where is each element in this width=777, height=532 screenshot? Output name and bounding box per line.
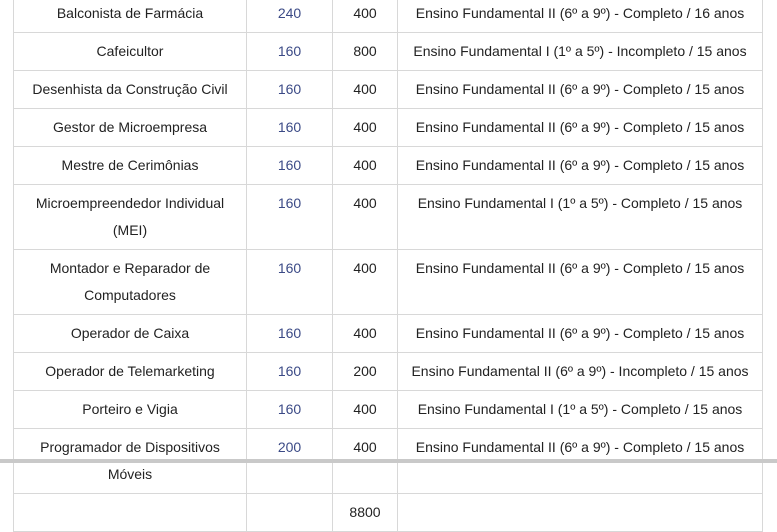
course-hours: 160 (247, 353, 333, 391)
course-requirements: Ensino Fundamental II (6º a 9º) - Incompleto / 15 anos (398, 353, 763, 391)
course-requirements: Ensino Fundamental I (1º a 5º) - Completo / 15 anos (398, 391, 763, 429)
table-row (14, 315, 763, 353)
course-name: Gestor de Microempresa (14, 109, 247, 147)
course-min-value: 400 (333, 185, 398, 250)
course-name: Programador de Dispositivos Móveis (14, 429, 247, 494)
course-requirements: Ensino Fundamental II (6º a 9º) - Completo / 15 anos (398, 109, 763, 147)
course-name: Operador de Caixa (14, 315, 247, 353)
course-hours: 160 (247, 147, 333, 185)
course-requirements: Ensino Fundamental II (6º a 9º) - Completo / 15 anos (398, 315, 763, 353)
course-min-value: 200 (333, 353, 398, 391)
total-empty-cell (398, 494, 763, 532)
course-name: Operador de Telemarketing (14, 353, 247, 391)
course-hours: 200 (247, 429, 333, 494)
course-name: Balconista de Farmácia (14, 0, 247, 33)
course-hours: 160 (247, 185, 333, 250)
course-min-value: 400 (333, 147, 398, 185)
course-hours: 160 (247, 109, 333, 147)
course-name: Cafeicultor (14, 33, 247, 71)
course-requirements: Ensino Fundamental II (6º a 9º) - Completo / 15 anos (398, 71, 763, 109)
table-row (14, 391, 763, 429)
course-min-value: 400 (333, 0, 398, 33)
courses-table (13, 0, 763, 532)
course-name: Montador e Reparador de Computadores (14, 250, 247, 315)
total-row (14, 494, 763, 532)
window-bottom-edge (0, 459, 777, 463)
table-row (14, 250, 763, 315)
course-name: Desenhista da Construção Civil (14, 71, 247, 109)
table-row (14, 33, 763, 71)
table-row (14, 147, 763, 185)
course-min-value: 400 (333, 429, 398, 494)
course-min-value: 400 (333, 391, 398, 429)
course-hours: 160 (247, 391, 333, 429)
course-hours: 160 (247, 71, 333, 109)
course-requirements: Ensino Fundamental I (1º a 5º) - Incompleto / 15 anos (398, 33, 763, 71)
course-requirements: Ensino Fundamental II (6º a 9º) - Completo / 15 anos (398, 147, 763, 185)
table-row (14, 0, 763, 33)
total-empty-cell (14, 494, 247, 532)
course-hours: 240 (247, 0, 333, 33)
table-row (14, 109, 763, 147)
course-requirements: Ensino Fundamental II (6º a 9º) - Completo / 15 anos (398, 250, 763, 315)
course-hours: 160 (247, 33, 333, 71)
course-name: Microempreendedor Individual (MEI) (14, 185, 247, 250)
course-min-value: 800 (333, 33, 398, 71)
course-min-value: 400 (333, 71, 398, 109)
course-requirements: Ensino Fundamental II (6º a 9º) - Completo / 15 anos (398, 429, 763, 494)
table-row (14, 353, 763, 391)
course-requirements: Ensino Fundamental II (6º a 9º) - Completo / 16 anos (398, 0, 763, 33)
table-row (14, 71, 763, 109)
course-hours: 160 (247, 250, 333, 315)
course-name: Mestre de Cerimônias (14, 147, 247, 185)
course-hours: 160 (247, 315, 333, 353)
course-name: Porteiro e Vigia (14, 391, 247, 429)
total-empty-cell (247, 494, 333, 532)
course-min-value: 400 (333, 250, 398, 315)
course-min-value: 400 (333, 315, 398, 353)
table-row (14, 185, 763, 250)
total-min-value: 8800 (333, 494, 398, 532)
course-requirements: Ensino Fundamental I (1º a 5º) - Completo / 15 anos (398, 185, 763, 250)
course-min-value: 400 (333, 109, 398, 147)
